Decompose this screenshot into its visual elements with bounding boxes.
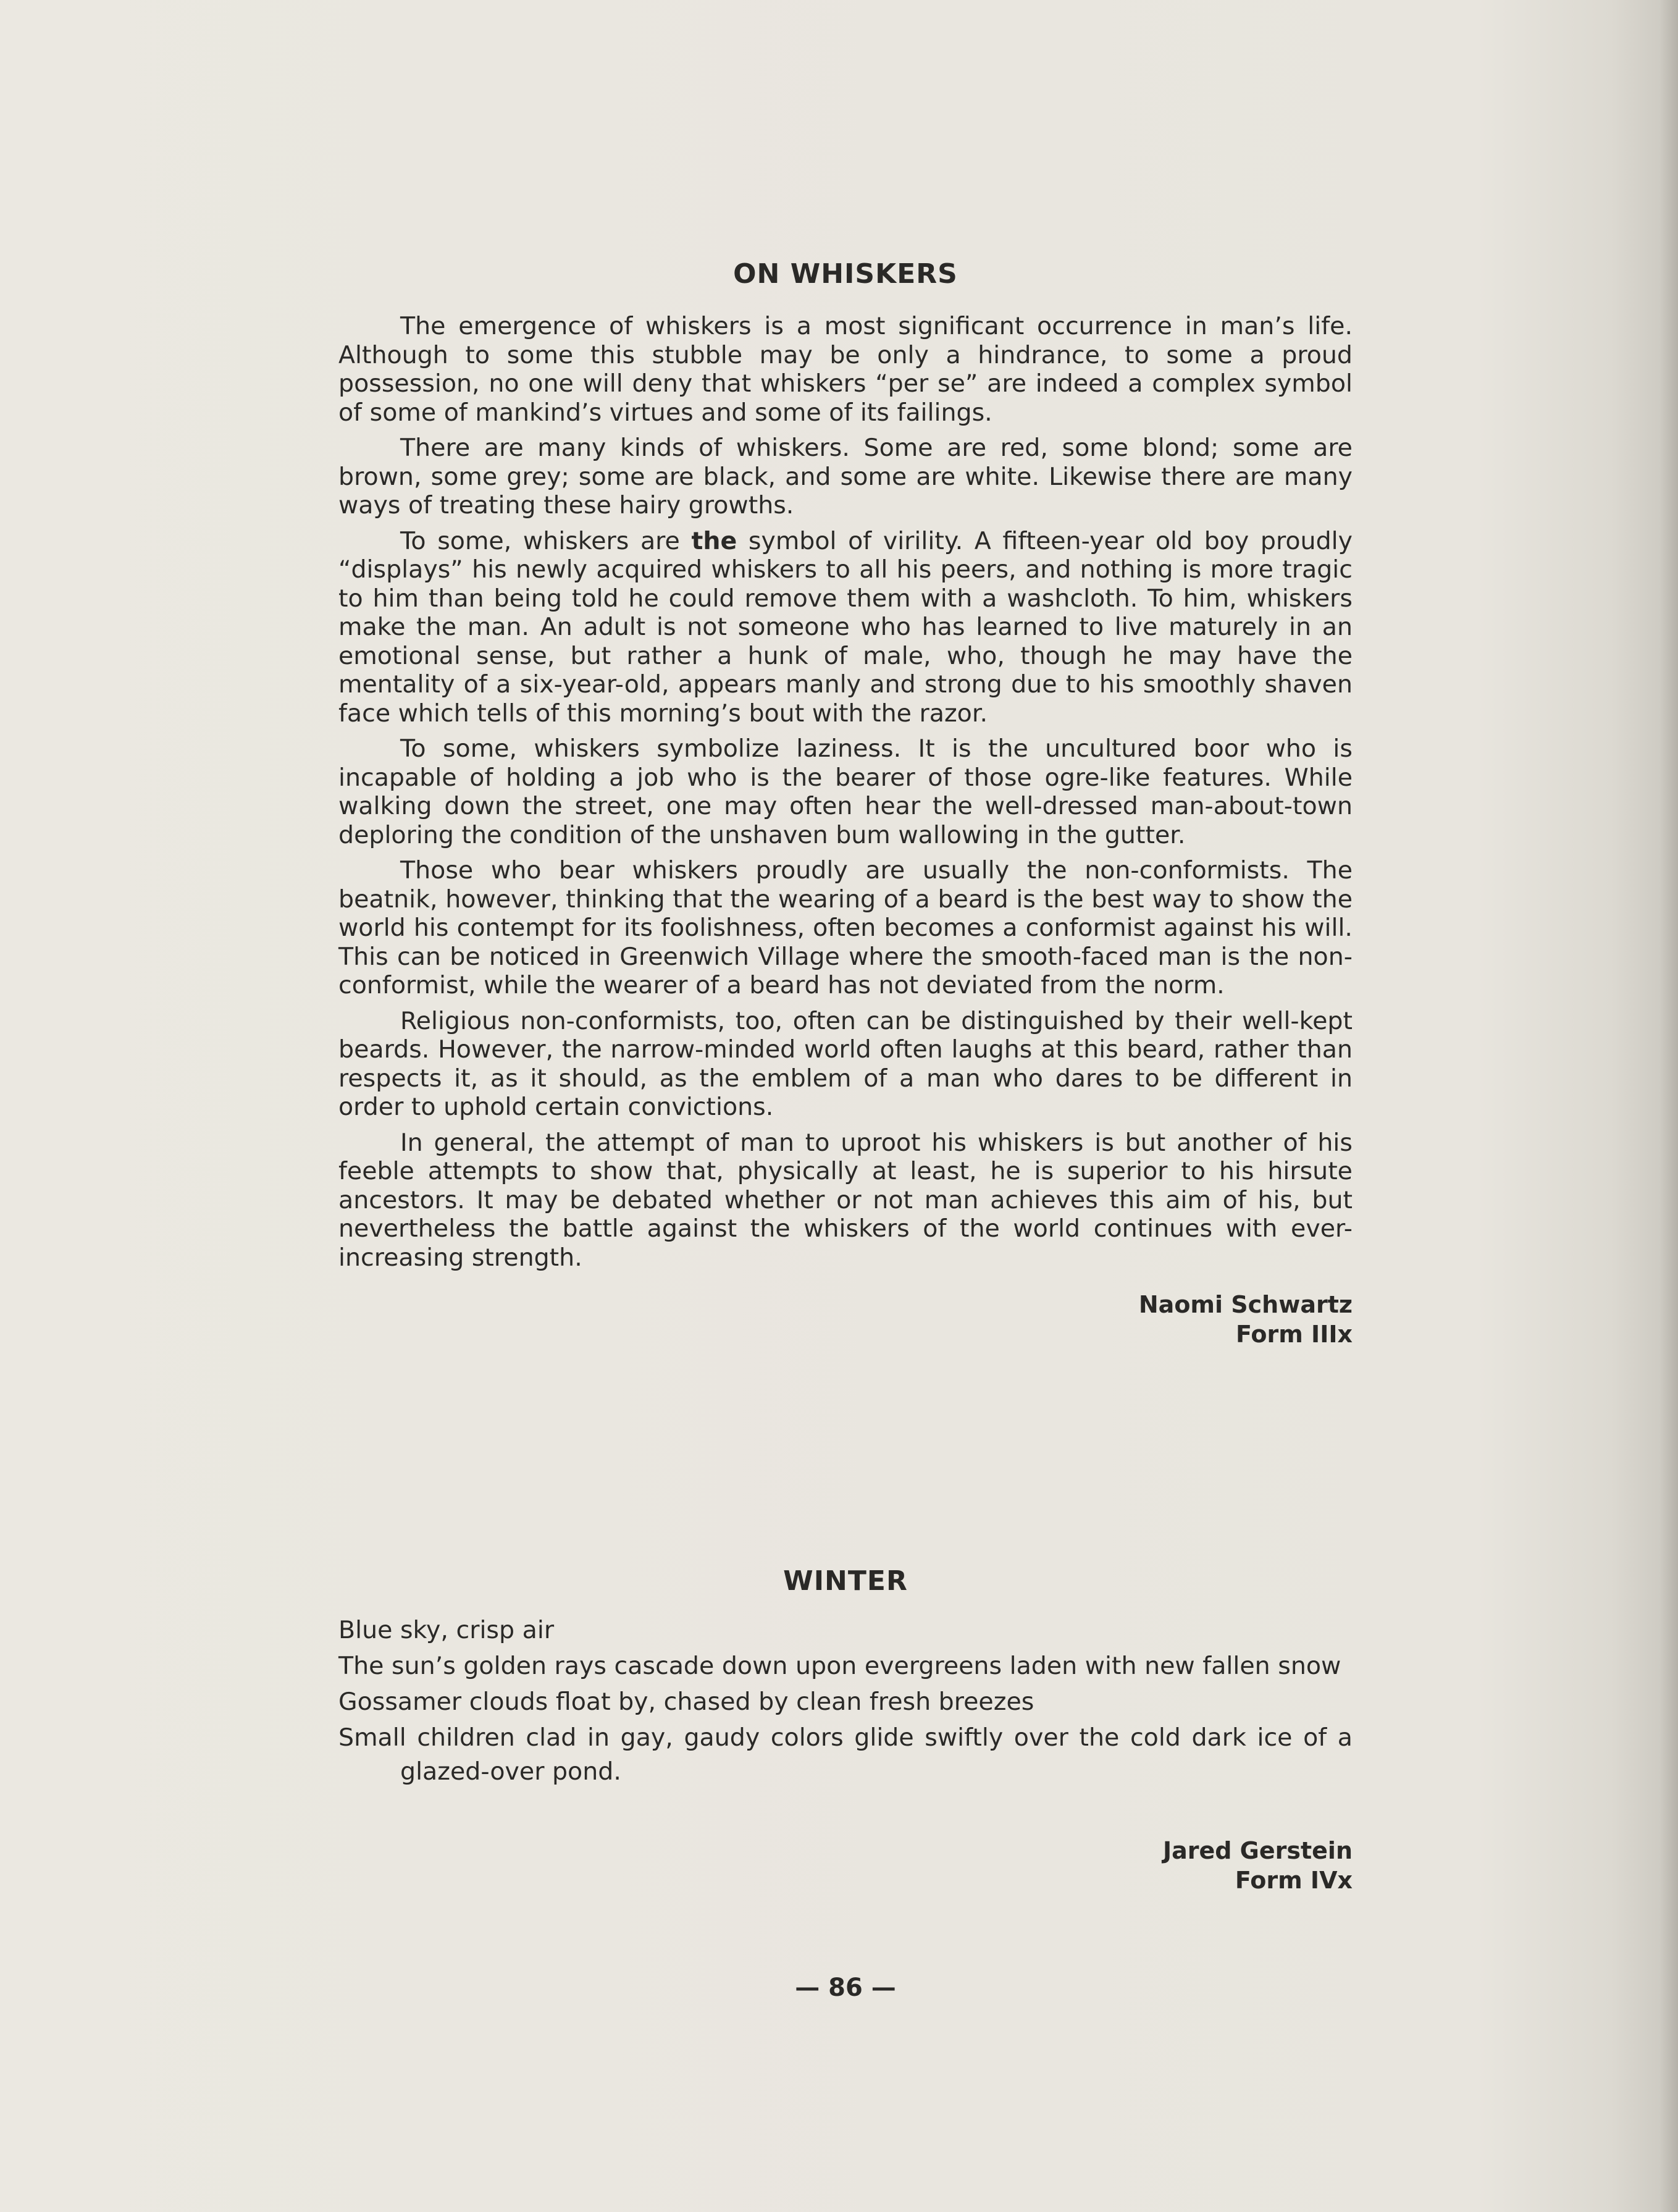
binding-shadow bbox=[1659, 0, 1678, 2212]
poem-body bbox=[338, 1613, 1353, 1791]
poem-title: WINTER bbox=[783, 1565, 908, 1597]
essay-paragraph-7: In general, the attempt of man to uproot his whiskers is but another of his feeble attempts to show that, physically at least, he is superior to his hirsute ancestors. It may be debated whether or not man achieves this aim of his, but nevertheless the battle against the whiskers of the world continues with ever-increasing strength. bbox=[338, 1128, 1353, 1272]
essay-paragraph-3 bbox=[338, 527, 1353, 728]
poem-author: Jared Gerstein bbox=[1162, 1837, 1353, 1864]
essay-signature bbox=[338, 1290, 1353, 1349]
poem-line-3: Gossamer clouds float by, chased by clean fresh breezes bbox=[338, 1688, 1034, 1716]
poem-line-2: The sun’s golden rays cascade down upon evergreens laden with new fallen snow bbox=[338, 1652, 1341, 1680]
essay-paragraph-6: Religious non-conformists, too, often can be distinguished by their well-kept beards. However, the narrow-minded world often laughs at this beard, rather than respects it, as it should, as the emblem of a man who dares to be different in order to uphold certain convictions. bbox=[338, 1006, 1353, 1121]
essay-paragraph-3-start: To some, whiskers are bbox=[400, 526, 692, 555]
essay-body bbox=[338, 312, 1353, 1279]
essay-form: Form IIIx bbox=[1235, 1321, 1353, 1348]
essay-paragraph-1: The emergence of whiskers is a most significant occurrence in man’s life. Although to some this stubble may be only a hindrance, to some a proud possession, no one will deny that whiskers “per se” are indeed a complex symbol of some of mankind’s virtues and some of its failings. bbox=[338, 312, 1353, 427]
poem-line-4: Small children clad in gay, gaudy colors glide swiftly over the cold dark ice of a glazed-over pond. bbox=[338, 1723, 1353, 1786]
essay-paragraph-4: To some, whiskers symbolize laziness. It is the uncultured boor who is incapable of holding a job who is the bearer of those ogre-like features. While walking down the street, one may often hear the well-dressed man-about-town deploring the condition of the unshaven bum wallowing in the gutter. bbox=[338, 734, 1353, 849]
essay-paragraph-2: There are many kinds of whiskers. Some are red, some blond; some are brown, some grey; some are black, and some are white. Likewise there are many ways of treating these hairy growths. bbox=[338, 434, 1353, 519]
essay-title: ON WHISKERS bbox=[733, 258, 958, 290]
essay-paragraph-3-end: symbol of virility. A fifteen-year old boy proudly “displays” his newly acquired whiskers to all his peers, and nothing is more tragic to him than being told he could remove them with a washcloth. To him, whiskers make the man. An adult is not someone who has learned to live maturely in an emotional sense, but rather a hunk of male, who, though he may have the mentality of a six-year-old, appears manly and strong due to his smoothly shaven face which tells of this morning’s bout with the razor. bbox=[338, 526, 1353, 728]
poem-signature bbox=[338, 1836, 1353, 1895]
poem-line-1: Blue sky, crisp air bbox=[338, 1616, 555, 1644]
essay-paragraph-5: Those who bear whiskers proudly are usually the non-conformists. The beatnik, however, thinking that the wearing of a beard is the best way to show the world his contempt for its foolishness, often becomes a conformist against his will. This can be noticed in Greenwich Village where the smooth-faced man is the non-conformist, while the wearer of a beard has not deviated from the norm. bbox=[338, 856, 1353, 999]
essay-paragraph-3-emphasis: the bbox=[691, 526, 737, 555]
page-number: — 86 — bbox=[795, 1974, 896, 2002]
essay-author: Naomi Schwartz bbox=[1138, 1291, 1353, 1318]
poem-form: Form IVx bbox=[1235, 1867, 1353, 1894]
